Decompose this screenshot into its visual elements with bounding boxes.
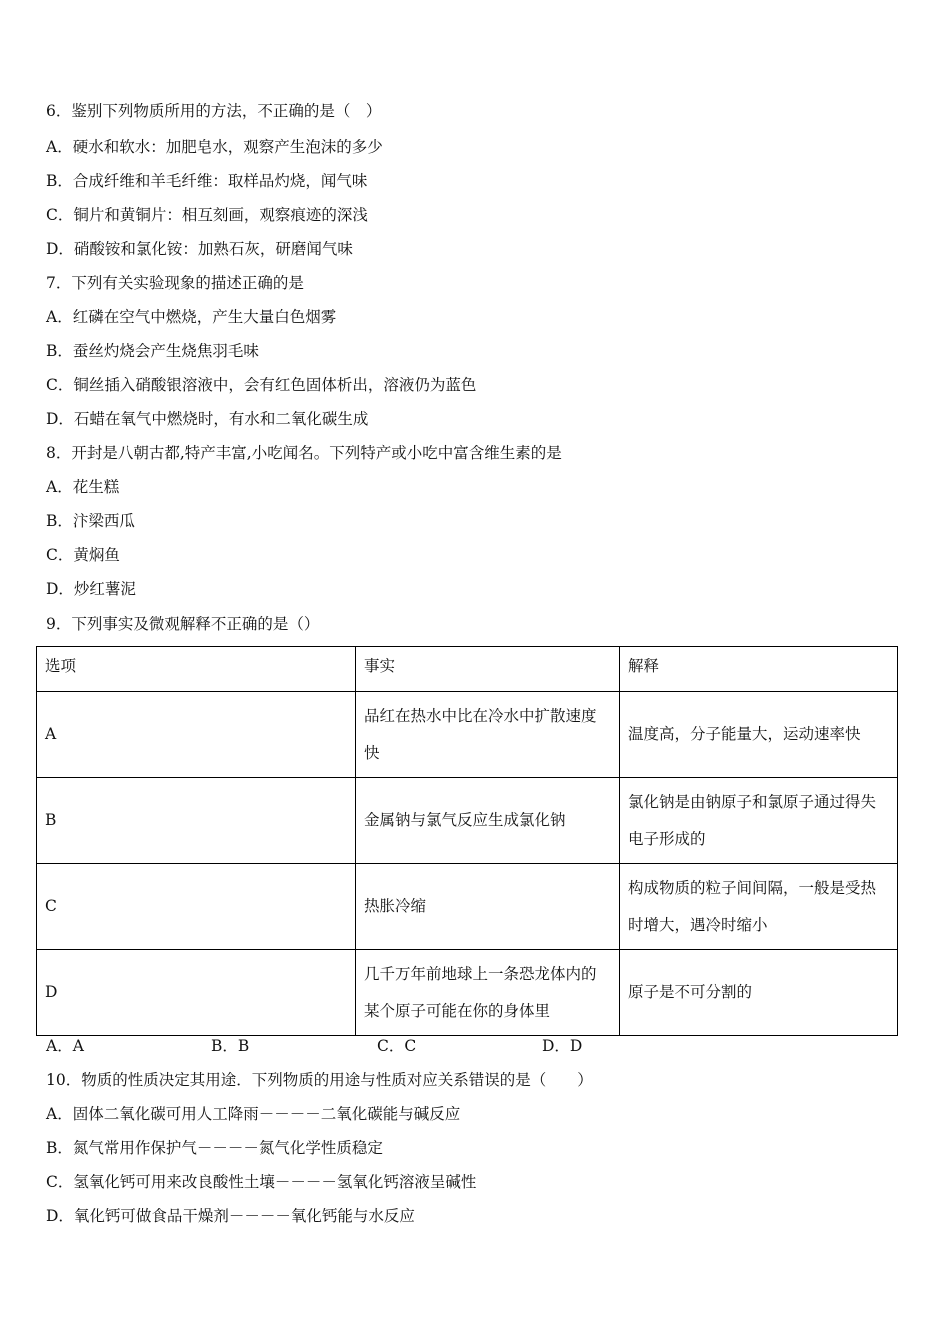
question-7-stem: 7．下列有关实验现象的描述正确的是 — [46, 274, 304, 292]
cell-option: C — [37, 864, 356, 950]
question-6-stem: 6．鉴别下列物质所用的方法，不正确的是（ ） — [46, 102, 382, 120]
question-10-option-a: A．固体二氧化碳可用人工降雨－－－－二氧化碳能与碱反应 — [46, 1105, 461, 1123]
cell-fact: 品红在热水中比在冷水中扩散速度快 — [356, 692, 620, 778]
cell-option: D — [37, 950, 356, 1036]
header-fact: 事实 — [356, 647, 620, 692]
header-option: 选项 — [37, 647, 356, 692]
question-9-choice-d: D．D — [542, 1037, 583, 1055]
question-6-option-d: D．硝酸铵和氯化铵：加熟石灰，研磨闻气味 — [46, 240, 353, 258]
question-10-option-d: D．氧化钙可做食品干燥剂－－－－氧化钙能与水反应 — [46, 1207, 415, 1225]
question-6-option-c: C．铜片和黄铜片：相互刻画，观察痕迹的深浅 — [46, 206, 368, 224]
cell-explanation: 温度高，分子能量大，运动速率快 — [620, 692, 898, 778]
cell-explanation: 构成物质的粒子间间隔，一般是受热时增大，遇冷时缩小 — [620, 864, 898, 950]
cell-fact: 金属钠与氯气反应生成氯化钠 — [356, 778, 620, 864]
table-header-row — [37, 647, 898, 692]
question-6-option-b: B．合成纤维和羊毛纤维：取样品灼烧，闻气味 — [46, 172, 368, 190]
question-10-option-c: C．氢氧化钙可用来改良酸性土壤－－－－氢氧化钙溶液呈碱性 — [46, 1173, 477, 1191]
cell-option: B — [37, 778, 356, 864]
question-7-option-c: C．铜丝插入硝酸银溶液中，会有红色固体析出，溶液仍为蓝色 — [46, 376, 477, 394]
question-8-option-b: B．汴梁西瓜 — [46, 512, 135, 530]
cell-explanation: 原子是不可分割的 — [620, 950, 898, 1036]
cell-fact: 几千万年前地球上一条恐龙体内的某个原子可能在你的身体里 — [356, 950, 620, 1036]
question-6-option-a: A．硬水和软水：加肥皂水，观察产生泡沫的多少 — [46, 138, 383, 156]
question-9-choice-c: C．C — [377, 1037, 417, 1055]
question-7-option-a: A．红磷在空气中燃烧，产生大量白色烟雾 — [46, 308, 337, 326]
facts-table — [36, 646, 898, 1036]
cell-fact: 热胀冷缩 — [356, 864, 620, 950]
question-8-option-d: D．炒红薯泥 — [46, 580, 136, 598]
question-9-choice-a: A．A — [46, 1037, 84, 1055]
question-9-stem: 9．下列事实及微观解释不正确的是（） — [46, 615, 320, 633]
question-10-option-b: B．氮气常用作保护气－－－－氮气化学性质稳定 — [46, 1139, 383, 1157]
table-row — [37, 950, 898, 1036]
cell-option: A — [37, 692, 356, 778]
cell-explanation: 氯化钠是由钠原子和氯原子通过得失电子形成的 — [620, 778, 898, 864]
question-8-option-a: A．花生糕 — [46, 478, 120, 496]
question-10-stem: 10．物质的性质决定其用途．下列物质的用途与性质对应关系错误的是（ ） — [46, 1071, 593, 1089]
question-7-option-d: D．石蜡在氧气中燃烧时，有水和二氧化碳生成 — [46, 410, 369, 428]
question-9-choice-b: B．B — [211, 1037, 250, 1055]
table-row — [37, 864, 898, 950]
table-row — [37, 692, 898, 778]
question-8-option-c: C．黄焖鱼 — [46, 546, 120, 564]
question-8-stem: 8．开封是八朝古都,特产丰富,小吃闻名。下列特产或小吃中富含维生素的是 — [46, 444, 562, 462]
question-7-option-b: B．蚕丝灼烧会产生烧焦羽毛味 — [46, 342, 259, 360]
header-explanation: 解释 — [620, 647, 898, 692]
table-row — [37, 778, 898, 864]
